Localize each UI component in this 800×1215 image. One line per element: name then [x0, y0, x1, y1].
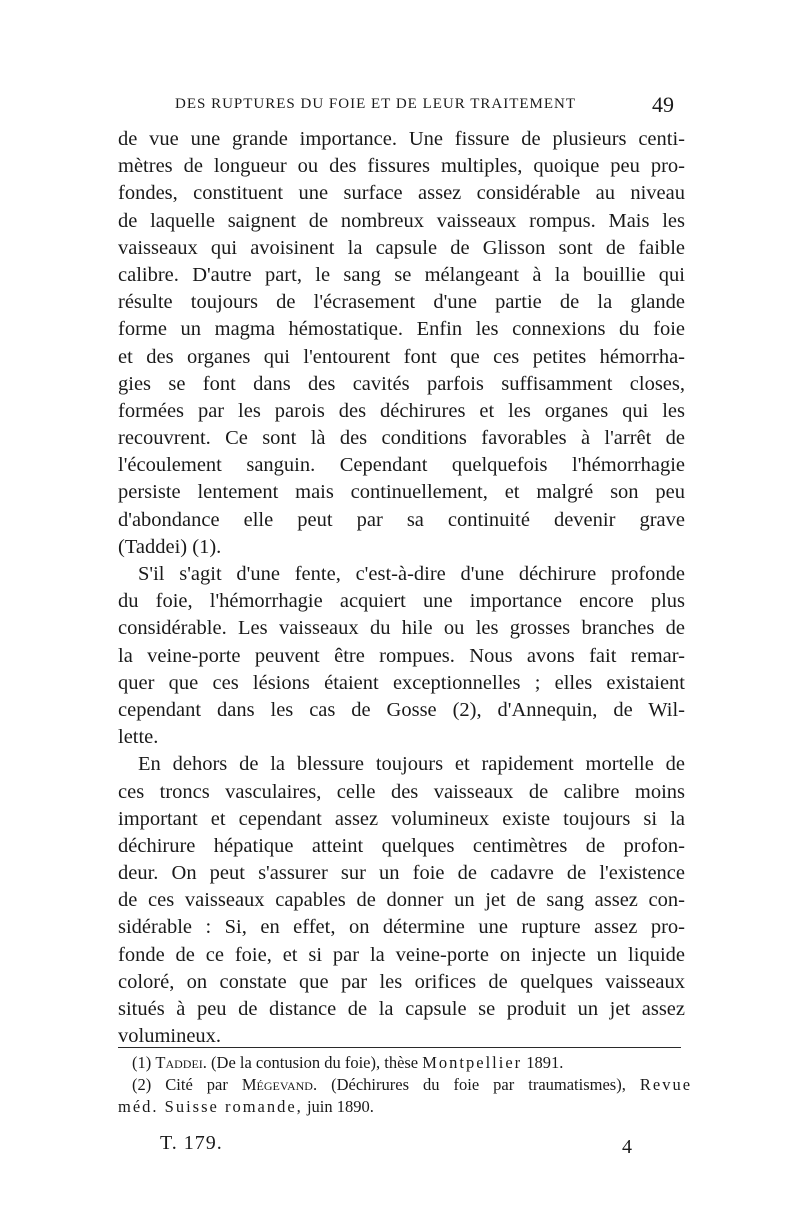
footnote-cite: Cité par [165, 1075, 228, 1094]
footnote-author: Taddei. [155, 1053, 207, 1072]
text-line: du foie, l'hémorrhagie acquiert une importance encore plus [118, 590, 685, 613]
page-number: 49 [652, 92, 674, 117]
footnote-2-continued [118, 1096, 692, 1118]
text-line: vaisseaux qui avoisinent la capsule de Glisson sont de faible [118, 236, 685, 259]
footnote-marker: (1) [132, 1053, 152, 1072]
footnote-text: (Déchirures du foie par traumatismes), [331, 1075, 626, 1094]
text-line: forme un magma hémostatique. Enfin les connexions du foie [118, 318, 685, 341]
text-line: déchirure hépatique atteint quelques centimètres de profon- [118, 834, 685, 857]
footnote-2 [118, 1074, 692, 1096]
text-line: recouvrent. Ce sont là des conditions favorables à l'arrêt de [118, 427, 685, 450]
text-line: considérable. Les vaisseaux du hile ou les grosses branches de [118, 617, 685, 640]
footnote-journal: Revue [639, 1075, 693, 1094]
text-line: ces troncs vasculaires, celle des vaisseaux de calibre moins [118, 780, 685, 803]
text-line: formées par les parois des déchirures et les organes qui les [118, 399, 685, 422]
text-line: calibre. D'autre part, le sang se mélangeant à la bouillie qui [118, 263, 685, 286]
text-line: et des organes qui l'entourent font que ces petites hémorrha- [118, 345, 685, 368]
text-line: quer que ces lésions étaient exceptionnelles ; elles existaient [118, 671, 685, 694]
text-line: coloré, on constate que par les orifices de quelques vaisseaux [118, 970, 685, 993]
text-line: situés à peu de distance de la capsule se produit un jet assez [118, 998, 685, 1020]
text-line: sidérable : Si, en effet, on détermine une rupture assez pro- [118, 916, 685, 939]
running-title: DES RUPTURES DU FOIE ET DE LEUR TRAITEMENT [175, 96, 577, 112]
footnote-marker: (2) [132, 1075, 152, 1094]
text-line: de laquelle saignent de nombreux vaisseaux rompus. Mais les [118, 209, 685, 232]
text-line: fondes, constituent une surface assez considérable au niveau [118, 182, 685, 205]
footnotes [118, 1052, 692, 1118]
footnote-year: 1891. [526, 1053, 564, 1072]
footnote-text: (De la contusion du foie), thèse [211, 1053, 419, 1072]
footnote-date: juin 1890. [306, 1097, 374, 1116]
footnote-author: Mégevand. [241, 1075, 318, 1094]
text-line: la veine-porte peuvent être rompues. Nous avons fait remar- [118, 644, 685, 667]
text-line: cependant dans les cas de Gosse (2), d'Annequin, de Wil- [118, 698, 685, 721]
text-line: important et cependant assez volumineux existe toujours si la [118, 807, 685, 830]
text-line: (Taddei) (1). [118, 535, 222, 558]
text-line: gies se font dans des cavités parfois suffisamment closes, [118, 372, 685, 395]
footnote-rule [118, 1047, 681, 1048]
text-line: deur. On peut s'assurer sur un foie de cadavre de l'existence [118, 862, 685, 885]
text-line: résulte toujours de l'écrasement d'une partie de la glande [118, 291, 685, 314]
footnote-journal: méd. Suisse romande, [118, 1097, 303, 1116]
text-line: persiste lentement mais continuellement, et malgré son peu [118, 481, 685, 504]
text-line: fonde de ce foie, et si par la veine-porte on injecte un liquide [118, 943, 685, 966]
text-line: En dehors de la blessure toujours et rapidement mortelle de [138, 753, 685, 776]
text-line: mètres de longueur ou des fissures multiples, quoique peu pro- [118, 155, 685, 178]
text-line: d'abondance elle peut par sa continuité devenir grave [118, 508, 685, 531]
text-line: S'il s'agit d'une fente, c'est-à-dire d'une déchirure profonde [138, 563, 685, 585]
text-line: volumineux. [118, 1025, 222, 1048]
text-line: de vue une grande importance. Une fissure de plusieurs centi- [118, 128, 685, 150]
body-text [118, 126, 685, 1050]
footnote-place: Montpellier [422, 1053, 523, 1072]
text-line: lette. [118, 726, 159, 749]
text-line: de ces vaisseaux capables de donner un jet de sang assez con- [118, 889, 685, 912]
text-line: l'écoulement sanguin. Cependant quelquefois l'hémorrhagie [118, 454, 685, 477]
gathering-number: 4 [622, 1136, 632, 1158]
footnote-1 [118, 1052, 692, 1074]
printer-signature: T. 179. [160, 1132, 223, 1154]
